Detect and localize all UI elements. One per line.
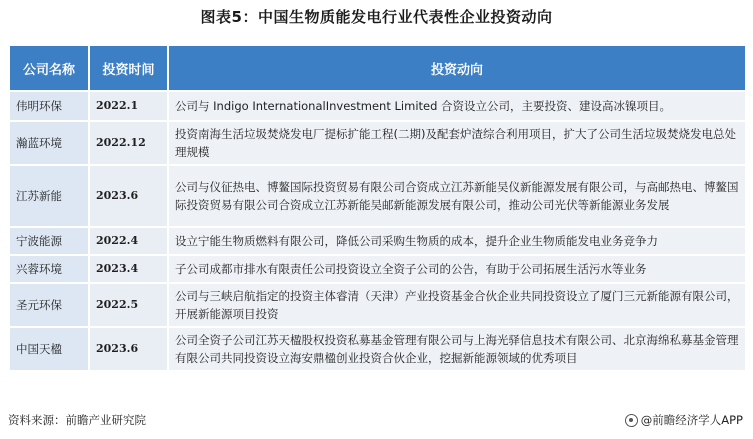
direction-cell: 公司全资子公司江苏天楹股权投资私募基金管理有限公司与上海光驿信息技术有限公司、北京海绵私募基金管理有限公司共同投资设立海安鼎楹创业投资合伙企业，挖掘新能源领域的优秀项目 [168, 327, 746, 371]
table-header-row [9, 45, 746, 91]
time-cell: 2023.6 [89, 165, 168, 227]
direction-cell: 公司与仪征热电、博鳌国际投资贸易有限公司合资成立江苏新能吴仪新能源发展有限公司，与高邮热电、博鳌国际投资贸易有限公司合资成立江苏新能吴邮新能源发展有限公司，推动公司光伏等新能源业务发展 [168, 165, 746, 227]
direction-cell: 设立宁能生物质燃料有限公司，降低公司采购生物质的成本，提升企业生物质能发电业务竞争力 [168, 227, 746, 255]
time-cell: 2023.4 [89, 255, 168, 283]
investment-table [8, 44, 747, 372]
header-direction: 投资动向 [168, 45, 746, 91]
table-row [9, 327, 746, 371]
direction-cell: 子公司成都市排水有限责任公司投资设立全资子公司的公告，有助于公司拓展生活污水等业务 [168, 255, 746, 283]
time-cell: 2022.12 [89, 121, 168, 165]
time-cell: 2023.6 [89, 327, 168, 371]
header-time: 投资时间 [89, 45, 168, 91]
table-row [9, 121, 746, 165]
header-company: 公司名称 [9, 45, 89, 91]
direction-cell: 投资南海生活垃圾焚烧发电厂提标扩能工程(二期)及配套炉渣综合利用项目，扩大了公司生活垃圾焚烧发电总处理规模 [168, 121, 746, 165]
time-cell: 2022.1 [89, 91, 168, 121]
brand-label: @前瞻经济学人APP [640, 413, 743, 427]
company-cell: 江苏新能 [9, 165, 89, 227]
company-cell: 圣元环保 [9, 283, 89, 327]
company-cell: 中国天楹 [9, 327, 89, 371]
table-row [9, 255, 746, 283]
direction-cell: 公司与 Indigo InternationalInvestment Limited 合资设立公司，主要投资、建设高冰镍项目。 [168, 91, 746, 121]
figure-title: 图表5：中国生物质能发电行业代表性企业投资动向 [200, 8, 553, 26]
time-cell: 2022.4 [89, 227, 168, 255]
company-cell: 兴蓉环境 [9, 255, 89, 283]
source-note: 资料来源：前瞻产业研究院 [8, 413, 146, 427]
table-row [9, 283, 746, 327]
time-cell: 2022.5 [89, 283, 168, 327]
company-cell: 瀚蓝环境 [9, 121, 89, 165]
table-row [9, 91, 746, 121]
company-cell: 宁波能源 [9, 227, 89, 255]
table-row [9, 165, 746, 227]
direction-cell: 公司与三峡启航指定的投资主体睿清（天津）产业投资基金合伙企业共同投资设立了厦门三元新能源有限公司，开展新能源项目投资 [168, 283, 746, 327]
company-cell: 伟明环保 [9, 91, 89, 121]
brand-credit [625, 412, 743, 428]
circle-logo-icon [625, 414, 638, 427]
table-row [9, 227, 746, 255]
